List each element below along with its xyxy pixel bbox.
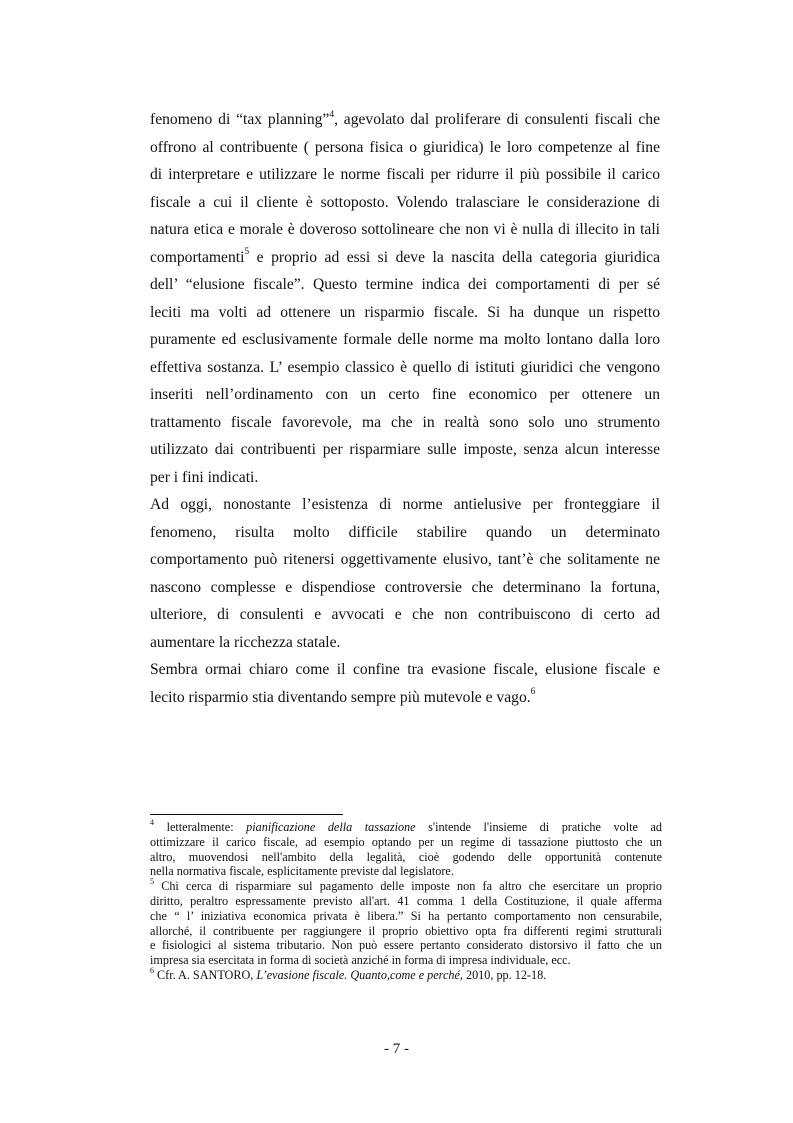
- body-line-text: inseriti nell’ordinamento con un certo fine economico per ottenere un: [150, 386, 660, 403]
- body-line: [150, 574, 660, 602]
- footnote-tail: s'intende l'insieme di pratiche volte ad: [415, 820, 662, 834]
- footnote-text: allorché, il contribuente per raggiungere il proprio obiettivo opta fra differenti regimi strutturali: [150, 923, 662, 938]
- footnote-number: 4: [150, 817, 154, 827]
- body-line-tail: , agevolato dal proliferare di consulenti fiscali che: [334, 111, 660, 128]
- body-text: [150, 106, 660, 711]
- footnote-italic: L’evasione fiscale. Quanto,come e perché,: [256, 967, 463, 982]
- footnote-text: che “ l’ iniziativa economica privata è libera.” Si ha pertanto comportamento non censurabile,: [150, 908, 662, 923]
- body-line: [150, 381, 660, 409]
- footnote-line: [150, 924, 662, 939]
- footnote-line: [150, 894, 662, 909]
- footnote-number: 6: [150, 965, 154, 975]
- footnote-italic: pianificazione della tassazione: [246, 820, 416, 834]
- body-line-text: trattamento fiscale favorevole, ma che in realtà sono solo uno strumento: [150, 413, 660, 431]
- footnote-line: [150, 835, 662, 850]
- body-line: [150, 299, 660, 327]
- footnote-text: altro, muovendosi nell'ambito della legalità, cioè godendo delle opportunità contenute: [150, 849, 662, 864]
- footnote-line: [150, 909, 662, 924]
- body-line-text: Ad oggi, nonostante l’esistenza di norme antielusive per fronteggiare il: [150, 496, 660, 513]
- body-line: [150, 134, 660, 162]
- body-line-text: comportamenti: [150, 248, 245, 266]
- footnote-ref: 6: [530, 687, 536, 698]
- footnote-ref: 4: [329, 109, 335, 120]
- page-number: - 7 -: [384, 1041, 409, 1057]
- body-line-text: per i fini indicati.: [150, 468, 259, 486]
- body-line-text: dell’ “elusione fiscale”. Questo termine indica dei comportamenti di per sé: [150, 276, 660, 293]
- body-line: [150, 354, 660, 382]
- footnote-text: letteralmente:: [154, 820, 247, 834]
- body-line: [150, 326, 660, 354]
- body-line-text: offrono al contribuente ( persona fisica o giuridica) le loro competenze al fine: [150, 138, 660, 156]
- body-line: [150, 491, 660, 519]
- footnote-line: [150, 864, 662, 879]
- body-line: [150, 601, 660, 629]
- footnote-line: [150, 953, 662, 968]
- body-line-text: puramente ed esclusivamente formale delle norme ma molto lontano dalla loro: [150, 331, 660, 348]
- footnote-line: [150, 965, 662, 983]
- body-line: [150, 161, 660, 189]
- body-line-text: di interpretare e utilizzare le norme fiscali per ridurre il più possibile il carico: [150, 166, 660, 183]
- body-line: [150, 106, 660, 134]
- footnote-separator: [150, 814, 343, 815]
- body-line: [150, 244, 660, 272]
- footnote-line: [150, 817, 662, 835]
- body-line-text: natura etica e morale è doveroso sottolineare che non vi è nulla di illecito in tali: [150, 221, 660, 238]
- body-line-text: lecito risparmio stia diventando sempre più mutevole e vago.: [150, 688, 531, 706]
- footnote-text: Cfr. A. SANTORO,: [154, 967, 257, 982]
- body-line-text: fiscale a cui il cliente è sottoposto. Volendo tralasciare le considerazione di: [150, 193, 660, 211]
- body-line-text: utilizzato dai contribuenti per risparmiare sulle imposte, senza alcun interesse: [150, 441, 660, 458]
- body-line-text: Sembra ormai chiaro come il confine tra evasione fiscale, elusione fiscale e: [150, 661, 660, 678]
- body-line: [150, 464, 660, 492]
- body-line-text: nascono complesse e dispendiose controversie che determinano la fortuna,: [150, 578, 660, 596]
- body-line: [150, 656, 660, 684]
- footnote-text: nella normativa fiscale, esplicitamente previste dal legislatore.: [150, 864, 454, 879]
- body-line-text: fenomeno, risulta molto difficile stabilire quando un determinato: [150, 523, 660, 541]
- footnote-line: [150, 879, 662, 894]
- footnote-tail: 2010, pp. 12-18.: [462, 967, 547, 982]
- body-line: [150, 546, 660, 574]
- footnote-text: ottimizzare il carico fiscale, ad esempio optando per un regime di tassazione piuttosto che un: [150, 834, 662, 849]
- body-line: [150, 436, 660, 464]
- body-line: [150, 684, 660, 712]
- body-line-text: aumentare la ricchezza statale.: [150, 633, 341, 651]
- body-line: [150, 629, 660, 657]
- footnote-ref: 5: [244, 247, 250, 258]
- footnote-number: 5: [150, 877, 154, 887]
- footnote-text: impresa sia esercitata in forma di società anziché in forma di impresa individuale, ecc.: [150, 953, 571, 968]
- body-line-tail: e proprio ad essi si deve la nascita della categoria giuridica: [249, 248, 660, 266]
- footnote-text: e fisiologici al sistema tributario. Non può essere pertanto considerato distorsivo il fatto che un: [150, 938, 662, 953]
- body-line: [150, 519, 660, 547]
- body-line: [150, 189, 660, 217]
- body-line: [150, 216, 660, 244]
- body-line: [150, 271, 660, 299]
- footnote-line: [150, 938, 662, 953]
- body-line-text: fenomeno di “tax planning”: [150, 111, 330, 128]
- body-line-text: comportamento può ritenersi oggettivamente elusivo, tant’è che solitamente ne: [150, 551, 660, 568]
- body-line-text: ulteriore, di consulenti e avvocati e che non contribuiscono di certo ad: [150, 606, 660, 623]
- body-line-text: leciti ma volti ad ottenere un risparmio fiscale. Si ha dunque un rispetto: [150, 303, 660, 321]
- footnote-line: [150, 850, 662, 865]
- footnote-text: Chi cerca di risparmiare sul pagamento delle imposte non fa altro che esercitare un proprio: [154, 879, 662, 894]
- body-line: [150, 409, 660, 437]
- footnote-text: diritto, peraltro espressamente previsto all'art. 41 comma 1 della Costituzione, il quale afferma: [150, 893, 662, 908]
- body-line-text: effettiva sostanza. L’ esempio classico è quello di istituti giuridici che vengono: [150, 358, 660, 376]
- footnotes: [150, 817, 662, 983]
